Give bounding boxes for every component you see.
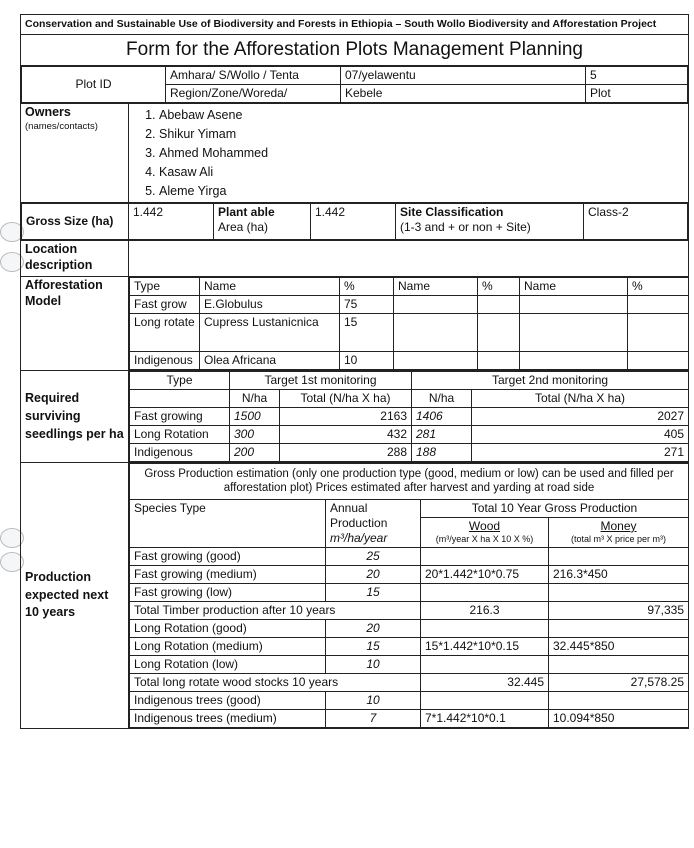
monitoring-2-header: Target 2nd monitoring bbox=[412, 371, 689, 389]
total-header: Total (N/ha X ha) bbox=[280, 389, 412, 407]
production-note: Gross Production estimation (only one production type (good, medium or low) can be used and filled per afforestation plot) Prices estimated after harvest and yarding at road side bbox=[130, 463, 689, 499]
model-species: Cupress Lustanicnica bbox=[200, 313, 340, 351]
owners-label: Owners bbox=[25, 104, 71, 119]
long-money-formula: 32.445*850 bbox=[549, 637, 689, 655]
model-pct: 75 bbox=[340, 295, 394, 313]
seedling-type: Long Rotation bbox=[130, 425, 230, 443]
owners-sublabel: (names/contacts) bbox=[25, 120, 98, 132]
seedling-type: Fast growing bbox=[130, 407, 230, 425]
production-annual: 7 bbox=[326, 709, 421, 727]
model-col-name: Name bbox=[200, 277, 340, 295]
annual-production-header: Annual Production bbox=[330, 500, 388, 530]
plot-id-label: Plot ID bbox=[22, 66, 166, 102]
site-class-sublabel: (1-3 and + or non + Site) bbox=[400, 219, 531, 234]
kebele-value: 07/yelawentu bbox=[341, 66, 586, 84]
form-table bbox=[20, 14, 689, 729]
indig-wood-formula: 7*1.442*10*0.1 bbox=[421, 709, 549, 727]
owner-name: 1. Abebaw Asene bbox=[159, 106, 684, 125]
production-species: Indigenous trees (good) bbox=[130, 691, 326, 709]
seedling-n2: 188 bbox=[412, 443, 472, 461]
fast-money-formula: 216.3*450 bbox=[549, 565, 689, 583]
seedling-n2: 281 bbox=[412, 425, 472, 443]
region-value: Amhara/ S/Wollo / Tenta bbox=[166, 66, 341, 84]
region-label: Region/Zone/Woreda/ bbox=[166, 84, 341, 102]
total-10yr-header: Total 10 Year Gross Production bbox=[421, 499, 689, 517]
production-species: Long Rotation (good) bbox=[130, 619, 326, 637]
site-class-value: Class-2 bbox=[584, 203, 688, 239]
fast-total-wood: 216.3 bbox=[421, 601, 549, 619]
long-total-wood: 32.445 bbox=[421, 673, 549, 691]
plantable-sublabel: Area (ha) bbox=[218, 219, 269, 234]
model-label: Afforestation Model bbox=[21, 276, 129, 370]
long-total-money: 27,578.25 bbox=[549, 673, 689, 691]
annual-production-unit: m³/ha/year bbox=[330, 530, 388, 545]
production-species: Fast growing (medium) bbox=[130, 565, 326, 583]
model-type: Fast grow bbox=[130, 295, 200, 313]
model-species: Olea Africana bbox=[200, 351, 340, 369]
form-title: Form for the Afforestation Plots Management Planning bbox=[21, 35, 689, 66]
wood-unit: (m³/year X ha X 10 X %) bbox=[435, 533, 534, 544]
plantable-value: 1.442 bbox=[311, 203, 396, 239]
kebele-label: Kebele bbox=[341, 84, 586, 102]
seedling-t2: 405 bbox=[472, 425, 689, 443]
owners-list bbox=[133, 106, 684, 201]
owner-name: 5. Aleme Yirga bbox=[159, 182, 684, 201]
production-annual: 15 bbox=[326, 583, 421, 601]
seedling-type: Indigenous bbox=[130, 443, 230, 461]
n-per-ha-header: N/ha bbox=[230, 389, 280, 407]
gross-size-label: Gross Size (ha) bbox=[22, 203, 129, 239]
owner-name: 2. Shikur Yimam bbox=[159, 125, 684, 144]
fast-wood-formula: 20*1.442*10*0.75 bbox=[421, 565, 549, 583]
seedling-n2: 1406 bbox=[412, 407, 472, 425]
fast-total-money: 97,335 bbox=[549, 601, 689, 619]
long-wood-formula: 15*1.442*10*0.15 bbox=[421, 637, 549, 655]
seedling-t1: 432 bbox=[280, 425, 412, 443]
owner-name: 3. Ahmed Mohammed bbox=[159, 144, 684, 163]
monitoring-1-header: Target 1st monitoring bbox=[230, 371, 412, 389]
model-col-name: Name bbox=[394, 277, 478, 295]
model-pct: 10 bbox=[340, 351, 394, 369]
production-label: Production expected next 10 years bbox=[21, 462, 129, 728]
plot-value: 5 bbox=[586, 66, 688, 84]
site-class-label: Site Classification bbox=[400, 204, 504, 219]
gross-size-value: 1.442 bbox=[129, 203, 214, 239]
project-header: Conservation and Sustainable Use of Biodiversity and Forests in Ethiopia – South Wollo Biodiversity and Afforestation Project bbox=[21, 15, 689, 35]
production-annual: 25 bbox=[326, 547, 421, 565]
n-per-ha-header: N/ha bbox=[412, 389, 472, 407]
seedling-n1: 200 bbox=[230, 443, 280, 461]
model-type: Indigenous bbox=[130, 351, 200, 369]
plot-label: Plot bbox=[586, 84, 688, 102]
indig-money-formula: 10.094*850 bbox=[549, 709, 689, 727]
seedlings-col-type: Type bbox=[130, 371, 230, 389]
seedling-t2: 271 bbox=[472, 443, 689, 461]
model-col-type: Type bbox=[130, 277, 200, 295]
form-sheet bbox=[20, 14, 688, 844]
production-annual: 15 bbox=[326, 637, 421, 655]
model-type: Long rotate bbox=[130, 313, 200, 351]
location-label: Location description bbox=[21, 240, 129, 276]
production-annual: 10 bbox=[326, 691, 421, 709]
fast-total-label: Total Timber production after 10 years bbox=[130, 601, 421, 619]
seedling-t2: 2027 bbox=[472, 407, 689, 425]
production-annual: 20 bbox=[326, 565, 421, 583]
owner-name: 4. Kasaw Ali bbox=[159, 163, 684, 182]
production-species: Fast growing (low) bbox=[130, 583, 326, 601]
long-total-label: Total long rotate wood stocks 10 years bbox=[130, 673, 421, 691]
location-value bbox=[129, 240, 689, 276]
model-col-pct: % bbox=[628, 277, 689, 295]
money-header: Money bbox=[600, 518, 637, 533]
seedling-t1: 288 bbox=[280, 443, 412, 461]
production-species: Long Rotation (medium) bbox=[130, 637, 326, 655]
total-header: Total (N/ha X ha) bbox=[472, 389, 689, 407]
species-type-header: Species Type bbox=[130, 499, 326, 547]
production-species: Long Rotation (low) bbox=[130, 655, 326, 673]
money-unit: (total m³ X price per m³) bbox=[571, 533, 667, 544]
wood-header: Wood bbox=[468, 518, 501, 533]
seedling-t1: 2163 bbox=[280, 407, 412, 425]
model-species: E.Globulus bbox=[200, 295, 340, 313]
model-col-pct: % bbox=[478, 277, 520, 295]
seedling-n1: 300 bbox=[230, 425, 280, 443]
seedling-n1: 1500 bbox=[230, 407, 280, 425]
production-annual: 20 bbox=[326, 619, 421, 637]
seedlings-label: Required surviving seedlings per ha bbox=[21, 370, 129, 462]
model-col-name: Name bbox=[520, 277, 628, 295]
production-annual: 10 bbox=[326, 655, 421, 673]
production-species: Indigenous trees (medium) bbox=[130, 709, 326, 727]
model-col-pct: % bbox=[340, 277, 394, 295]
production-species: Fast growing (good) bbox=[130, 547, 326, 565]
model-pct: 15 bbox=[340, 313, 394, 351]
plantable-label: Plant able bbox=[218, 204, 275, 219]
